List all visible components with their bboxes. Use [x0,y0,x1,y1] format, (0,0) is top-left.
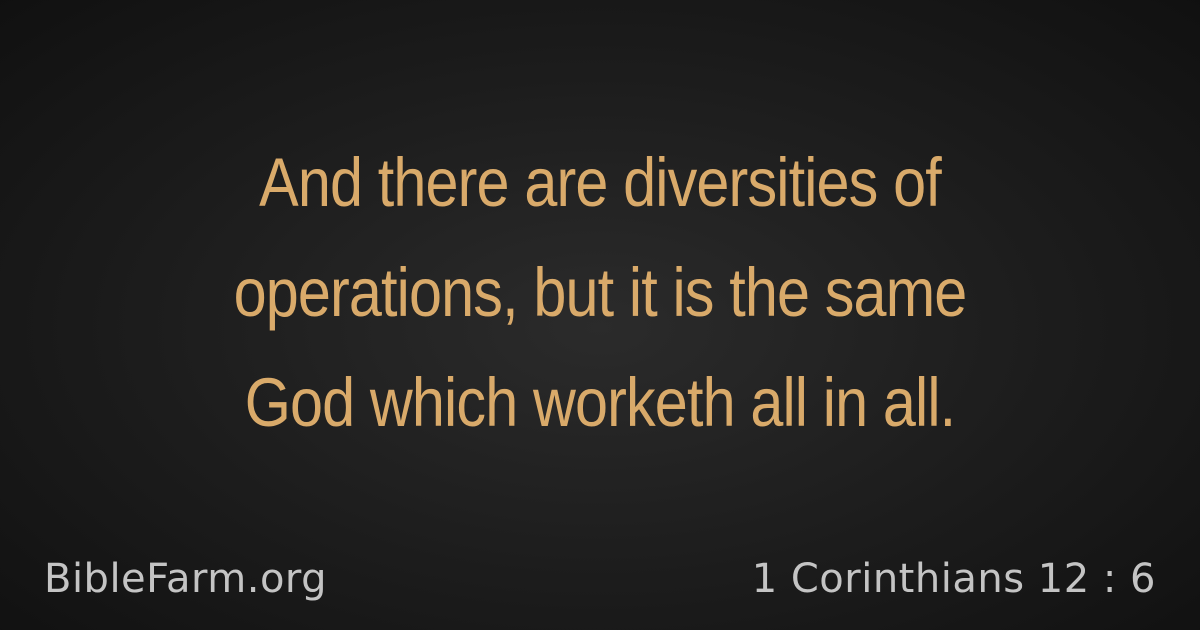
verse-line-2: operations, but it is the same [233,254,967,331]
verse-reference: 1 Corinthians 12 : 6 [751,556,1156,602]
verse-line-1: And there are diversities of [259,144,941,221]
verse-text [84,128,1116,458]
site-name: BibleFarm.org [44,556,328,602]
verse-line-3: God which worketh all in all. [244,364,956,441]
